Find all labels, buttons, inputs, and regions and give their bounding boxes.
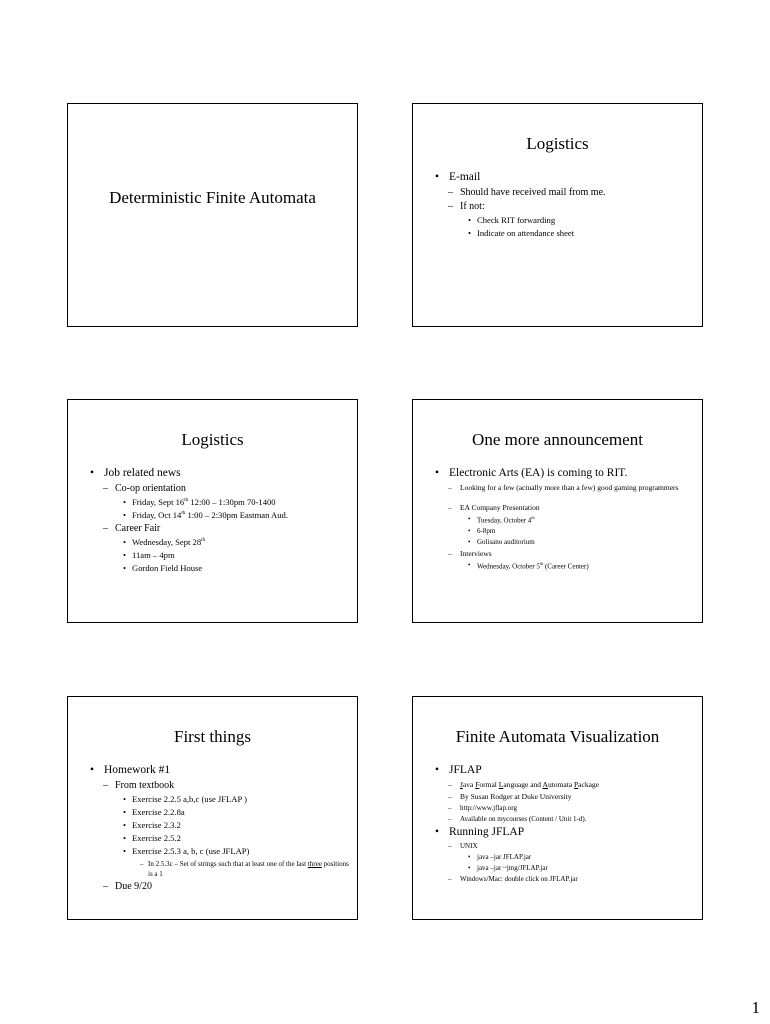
slide-title: Finite Automata Visualization <box>455 727 660 746</box>
sub-sub-bullet: • Exercise 2.3.2 <box>90 820 349 830</box>
sub-bullet: – Windows/Mac: double click on JFLAP.jar <box>435 875 694 883</box>
slide-title: One more announcement <box>472 430 643 449</box>
sub-sub-bullet: • Exercise 2.2.8a <box>90 807 349 817</box>
sub-sub-bullet: • Exercise 2.5.3 a, b, c (use JFLAP) <box>90 846 349 856</box>
sub-sub-bullet: • Exercise 2.5.2 <box>90 833 349 843</box>
page-number: 1 <box>751 998 760 1017</box>
sub-sub-bullet: • Wednesday, October 5th (Career Center) <box>435 561 694 570</box>
sub-sub-bullet: • Golisano auditorium <box>435 538 694 546</box>
sub-sub-bullet: • 11am – 4pm <box>90 550 349 560</box>
slide-3 <box>67 399 358 623</box>
slide-4 <box>412 399 703 623</box>
sub-bullet: – Due 9/20 <box>90 881 349 892</box>
note: – In 2.5.3c – Set of strings such that at least one of the last three positions is a 1 <box>90 859 349 879</box>
sub-sub-bullet: • Exercise 2.2.5 a,b,c (use JFLAP ) <box>90 794 349 804</box>
sub-bullet: – Co-op orientation <box>90 483 349 494</box>
sub-sub-bullet: • Friday, Sept 16th 12:00 – 1:30pm 70-1400 <box>90 497 349 507</box>
sub-bullet: – Interviews <box>435 549 694 558</box>
slide-body <box>435 467 694 574</box>
sub-bullet: – Available on mycourses (Content / Unit 1-d). <box>435 815 694 823</box>
slide-title: Logistics <box>181 430 244 449</box>
slide-body <box>90 467 349 576</box>
sub-sub-bullet: • Tuesday, October 4th <box>435 515 694 524</box>
slide-title: First things <box>174 727 251 746</box>
slide-body <box>435 764 694 886</box>
sub-sub-bullet: • Friday, Oct 14th 1:00 – 2:30pm Eastman Aud. <box>90 510 349 520</box>
sub-bullet: – EA Company Presentation <box>435 503 694 512</box>
slide-title: Logistics <box>526 134 589 153</box>
slide-title: Deterministic Finite Automata <box>109 188 316 207</box>
sub-sub-bullet: • java –jar ~jmg/JFLAP.jar <box>435 864 694 872</box>
bullet: • Job related news <box>90 467 349 479</box>
sub-bullet: – Java Formal Language and Automata Package <box>435 780 694 789</box>
sub-sub-bullet: • Wednesday, Sept 28th <box>90 537 349 547</box>
sub-bullet: – From textbook <box>90 780 349 791</box>
sub-sub-bullet: • java –jar JFLAP.jar <box>435 853 694 861</box>
slide-2 <box>412 103 703 327</box>
sub-sub-bullet: • 6-8pm <box>435 527 694 535</box>
sub-sub-bullet: • Gordon Field House <box>90 563 349 573</box>
sub-bullet: – By Susan Rodger at Duke University <box>435 792 694 801</box>
sub-bullet: – Career Fair <box>90 523 349 534</box>
bullet: • Homework #1 <box>90 764 349 776</box>
sub-bullet: – If not: <box>435 201 694 212</box>
bullet: • JFLAP <box>435 764 694 776</box>
bullet: • Electronic Arts (EA) is coming to RIT. <box>435 467 694 479</box>
sub-bullet: – http://www.jflap.org <box>435 804 694 812</box>
sub-bullet: – Should have received mail from me. <box>435 187 694 198</box>
slide-1 <box>67 103 358 327</box>
bullet: • E-mail <box>435 171 694 183</box>
slide-6 <box>412 696 703 920</box>
slide-body <box>435 171 694 241</box>
sub-sub-bullet: • Check RIT forwarding <box>435 215 694 225</box>
sub-bullet: – UNIX <box>435 842 694 850</box>
sub-sub-bullet: • Indicate on attendance sheet <box>435 228 694 238</box>
sub-bullet: – Looking for a few (actually more than a few) good gaming programmers <box>435 483 694 492</box>
bullet: • Running JFLAP <box>435 826 694 838</box>
slide-5 <box>67 696 358 920</box>
slide-body <box>90 764 349 895</box>
